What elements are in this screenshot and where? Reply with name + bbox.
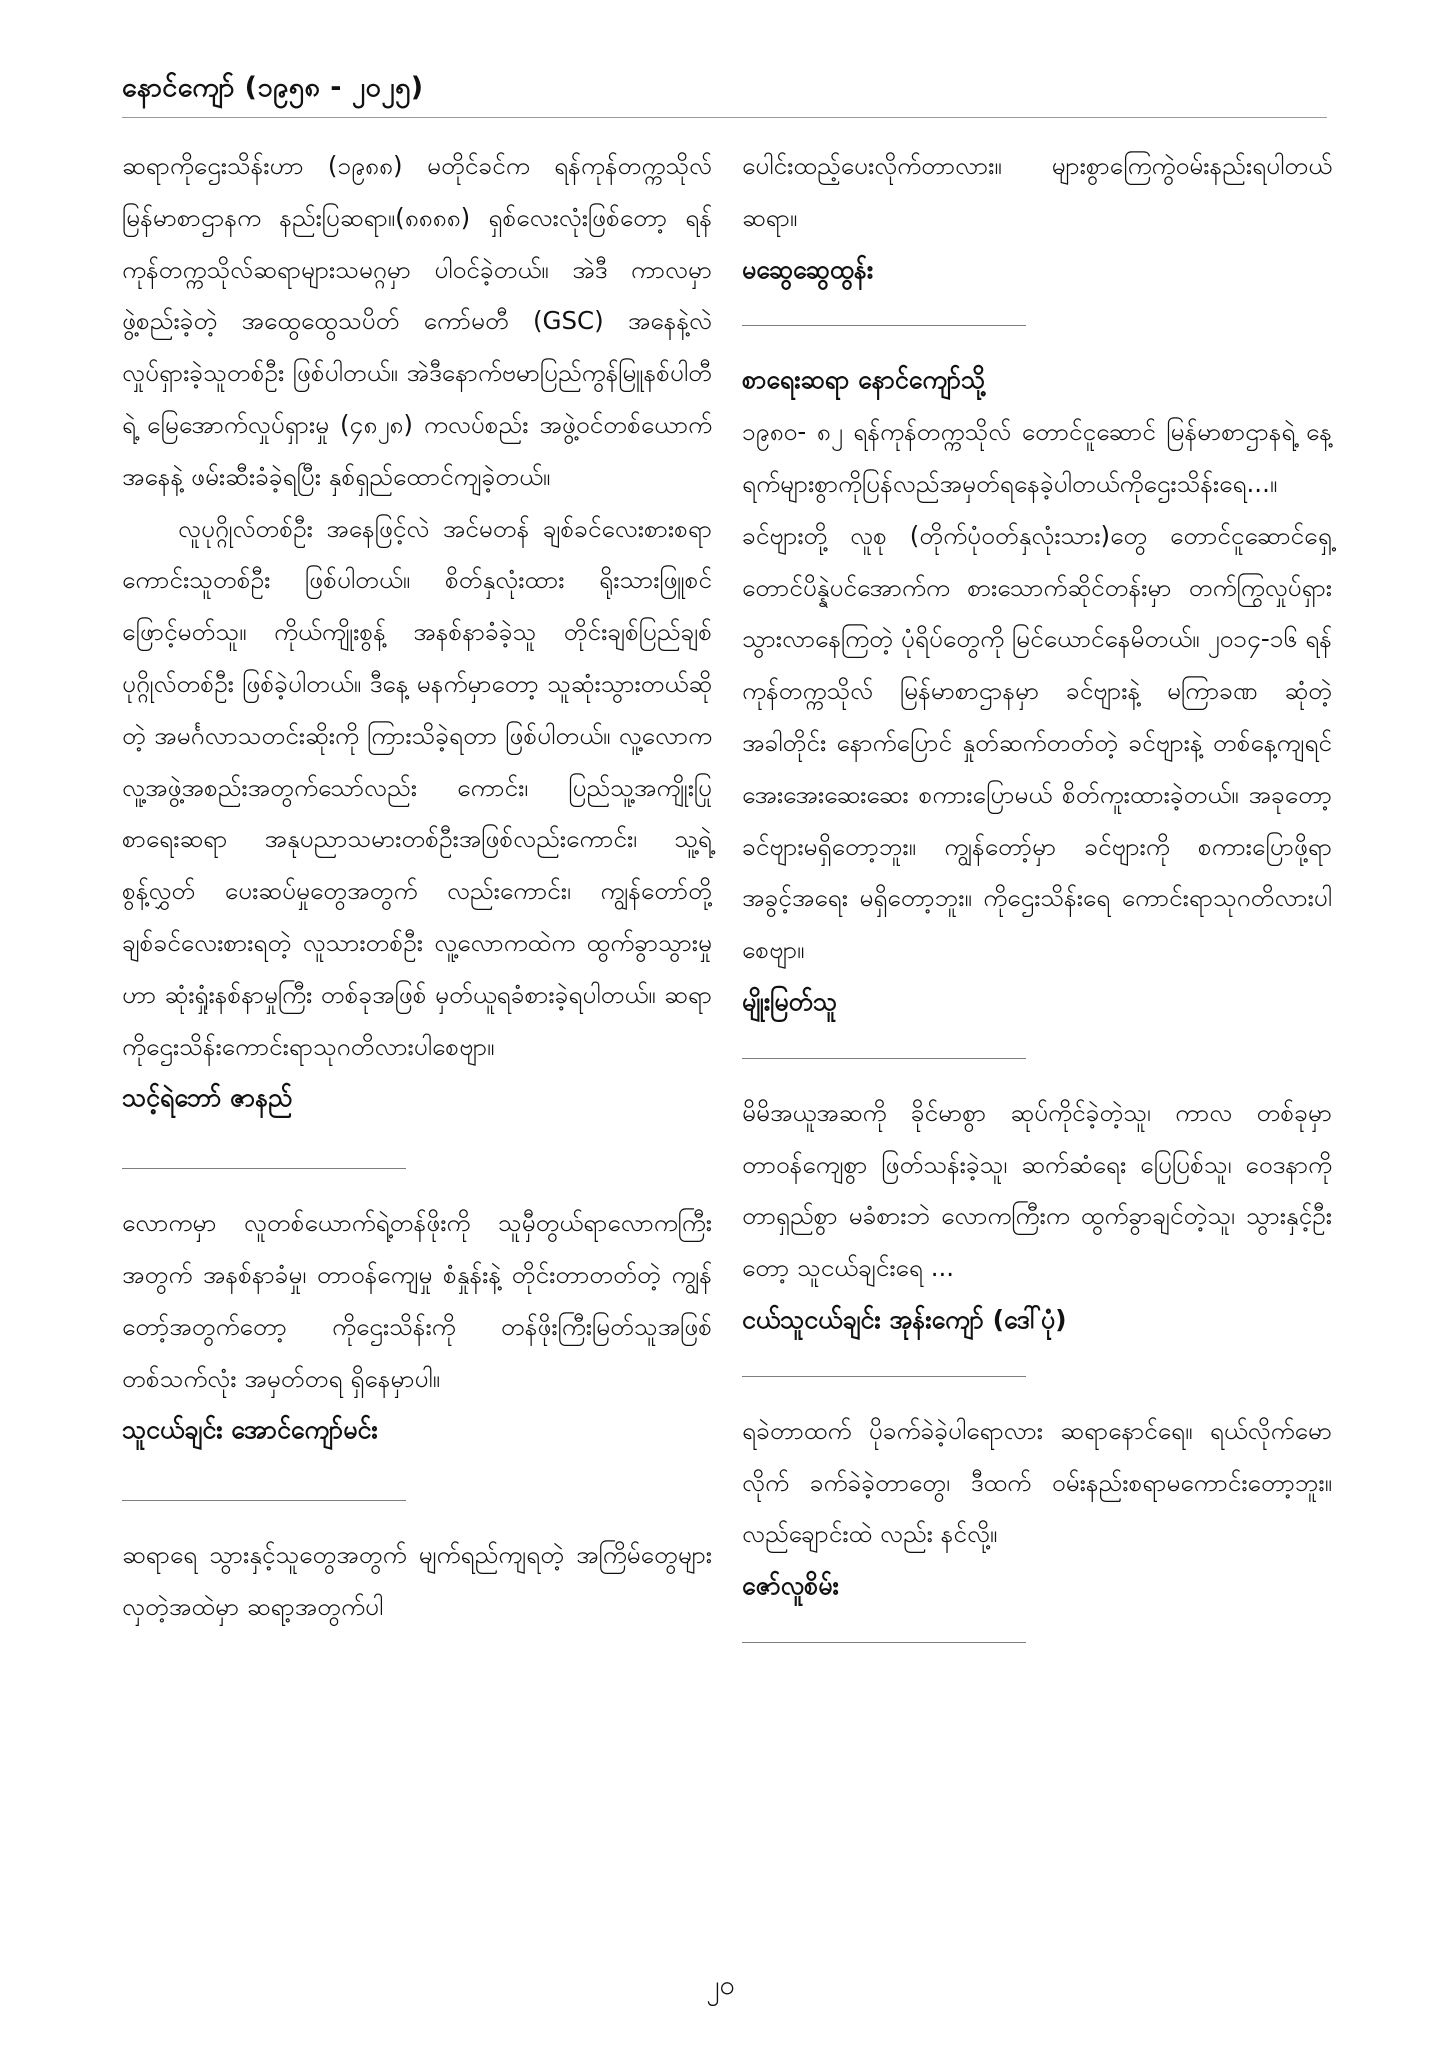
paragraph: ၁၉၈၀- ၈၂ ရန်ကုန်တက္ကသိုလ် တောင်ငူဆောင် မြန်မာစာဌာနရဲ့ နေ့ရက်များစွာကိုပြန်လည်အမှတ်ရနေခဲ့ပါတယ်ကိုဌေးသိန်းရေ...။ ခင်ဗျားတို့ လူစု (တိုက်ပုံဝတ်နှလုံးသား)တွေ တောင်ငူဆောင်ရှေ့ တောင်ပိန္နဲပင်အောက်က စားသောက်ဆိုင်တန်းမှာ တက်ကြွလှုပ်ရှား သွားလာနေကြတဲ့ ပုံရိပ်တွေကို မြင်ယောင်နေမိတယ်။ ၂၀၁၄-၁၆ ရန်ကုန်တက္ကသိုလ် မြန်မာစာဌာနမှာ ခင်ဗျားနဲ့ မကြာခဏ ဆုံတဲ့ အခါတိုင်း နောက်ပြောင် နှုတ်ဆက်တတ်တဲ့ ခင်ဗျားနဲ့ တစ်နေ့ကျရင် အေးအေးဆေးဆေး စကားပြောမယ် စိတ်ကူးထားခဲ့တယ်။ အခုတော့ ခင်ဗျားမရှိတော့ဘူး။ ကျွန်တော့်မှာ ခင်ဗျားကို စကားပြောဖို့ရာ အခွင့်အရေး မရှိတော့ဘူး။ ကိုဌေးသိန်းရေ ကောင်းရာသုဂတိလားပါစေဗျာ။ [742, 417, 1332, 965]
section-divider [742, 1376, 1026, 1377]
section-divider [122, 1168, 406, 1169]
signature: ငယ်သူငယ်ချင်း အုန်းကျော် (ဒေါ်ပုံ) [742, 1304, 1067, 1334]
paragraph: ပေါင်းထည့်ပေးလိုက်တာလား။ များစွာကြေကွဲဝမ်းနည်းရပါတယ်ဆရာ။ [742, 151, 1332, 232]
signature: ဇော်လူစိမ်း [742, 1571, 839, 1601]
paragraph: လောကမှာ လူတစ်ယောက်ရဲ့တန်ဖိုးကို သူမှီတွယ်ရာလောကကြီးအတွက် အနစ်နာခံမှု၊ တာဝန်ကျေမှု စံနှုန်းနဲ့ တိုင်းတာတတ်တဲ့ ကျွန်တော့်အတွက်တော့ ကိုဌေးသိန်းကို တန်ဖိုးကြီးမြတ်သူအဖြစ် တစ်သက်လုံး အမှတ်တရ ရှိနေမှာပါ။ [122, 1208, 712, 1393]
signature: မျိုးမြတ်သူ [742, 986, 838, 1016]
section-divider [122, 1500, 406, 1501]
paragraph: ရခဲတာထက် ပိုခက်ခဲခဲ့ပါရောလား ဆရာနောင်ရေ။ ရယ်လိုက်မောလိုက် ခက်ခဲခဲ့တာတွေ၊ ဒီထက် ဝမ်းနည်းစရာမကောင်းတော့ဘူး။ လည်ချောင်းထဲ လည်း နင်လို့။ [742, 1415, 1332, 1549]
section-divider [742, 1058, 1026, 1059]
signature: သူငယ်ချင်း အောင်ကျော်မင်း [122, 1415, 378, 1445]
header-rule [122, 117, 1327, 118]
page-number: ၂၀ [706, 1970, 735, 2001]
running-header: နောင်ကျော် (၁၉၅၈ - ၂၀၂၅) [122, 72, 424, 103]
section-divider [742, 325, 1026, 326]
left-column [122, 140, 712, 1633]
signature: သင့်ရဲဘော် ဇာနည် [122, 1083, 293, 1113]
paragraph: မိမိအယူအဆကို ခိုင်မာစွာ ဆုပ်ကိုင်ခဲ့တဲ့သူ၊ ကာလ တစ်ခုမှာ တာဝန်ကျေစွာ ဖြတ်သန်းခဲ့သူ၊ ဆက်ဆံရေး ပြေပြစ်သူ၊ ဝေဒနာကို တာရှည်စွာ မခံစားဘဲ လောကကြီးက ထွက်ခွာချင်တဲ့သူ၊ သွားနှင့်ဦးတော့ သူငယ်ချင်းရေ ... [742, 1097, 1332, 1283]
paragraph: ဆရာရေ သွားနှင့်သူတွေအတွက် မျက်ရည်ကျရတဲ့ အကြိမ်တွေများလှတဲ့အထဲမှာ ဆရာ့အတွက်ပါ [122, 1540, 712, 1621]
signature: မဆွေဆွေထွန်း [742, 254, 874, 284]
paragraph: ဆရာကိုဌေးသိန်းဟာ (၁၉၈၈) မတိုင်ခင်က ရန်ကုန်တက္ကသိုလ်မြန်မာစာဌာနက နည်းပြဆရာ။(၈၈၈၈) ရှစ်လေးလုံးဖြစ်တော့ ရန်ကုန်တက္ကသိုလ်ဆရာများသမဂ္ဂမှာ ပါဝင်ခဲ့တယ်။ အဲဒီ ကာလမှာဖွဲ့စည်းခဲ့တဲ့ အထွေထွေသပိတ် ကော်မတီ (GSC) အနေနဲ့လဲ လှုပ်ရှားခဲ့သူတစ်ဦး ဖြစ်ပါတယ်။ အဲဒီနောက်ဗမာပြည်ကွန်မြူနစ်ပါတီရဲ့ မြေအောက်လှုပ်ရှားမှု (၄၈၂၈) ကလပ်စည်း အဖွဲ့ဝင်တစ်ယောက်အနေနဲ့ ဖမ်းဆီးခံခဲ့ရပြီး နှစ်ရှည်ထောင်ကျခဲ့တယ်။ [122, 151, 712, 491]
paragraph: လူပုဂ္ဂိုလ်တစ်ဦး အနေဖြင့်လဲ အင်မတန် ချစ်ခင်လေးစားစရာကောင်းသူတစ်ဦး ဖြစ်ပါတယ်။ စိတ်နှလုံးထား ရိုးသားဖြူစင်ဖြောင့်မတ်သူ။ ကိုယ်ကျိုးစွန့် အနစ်နာခံခဲ့သူ တိုင်းချစ်ပြည်ချစ် ပုဂ္ဂိုလ်တစ်ဦး ဖြစ်ခဲ့ပါတယ်။ ဒီနေ့ မနက်မှာတော့ သူဆုံးသွားတယ်ဆိုတဲ့ အမင်္ဂလာသတင်းဆိုးကို ကြားသိခဲ့ရတာ ဖြစ်ပါတယ်။ လူ့လောက လူ့အဖွဲ့အစည်းအတွက်သော်လည်း ကောင်း၊ ပြည်သူ့အကျိုးပြု စာရေးဆရာ အနုပညာသမားတစ်ဦးအဖြစ်လည်းကောင်း၊ သူ့ရဲ့စွန့်လွှတ် ပေးဆပ်မှုတွေအတွက် လည်းကောင်း၊ ကျွန်တော်တို့ ချစ်ခင်လေးစားရတဲ့ လူသားတစ်ဦး လူ့လောကထဲက ထွက်ခွာသွားမှုဟာ ဆုံးရှုံးနစ်နာမှုကြီး တစ်ခုအဖြစ် မှတ်ယူရခံစားခဲ့ရပါတယ်။ ဆရာ ကိုဌေးသိန်းကောင်းရာသုဂတိလားပါစေဗျာ။ [122, 513, 712, 1061]
right-column [742, 140, 1332, 1643]
letter-title: စာရေးဆရာ နောင်ကျော်သို့ [742, 365, 986, 395]
section-divider [742, 1642, 1026, 1643]
